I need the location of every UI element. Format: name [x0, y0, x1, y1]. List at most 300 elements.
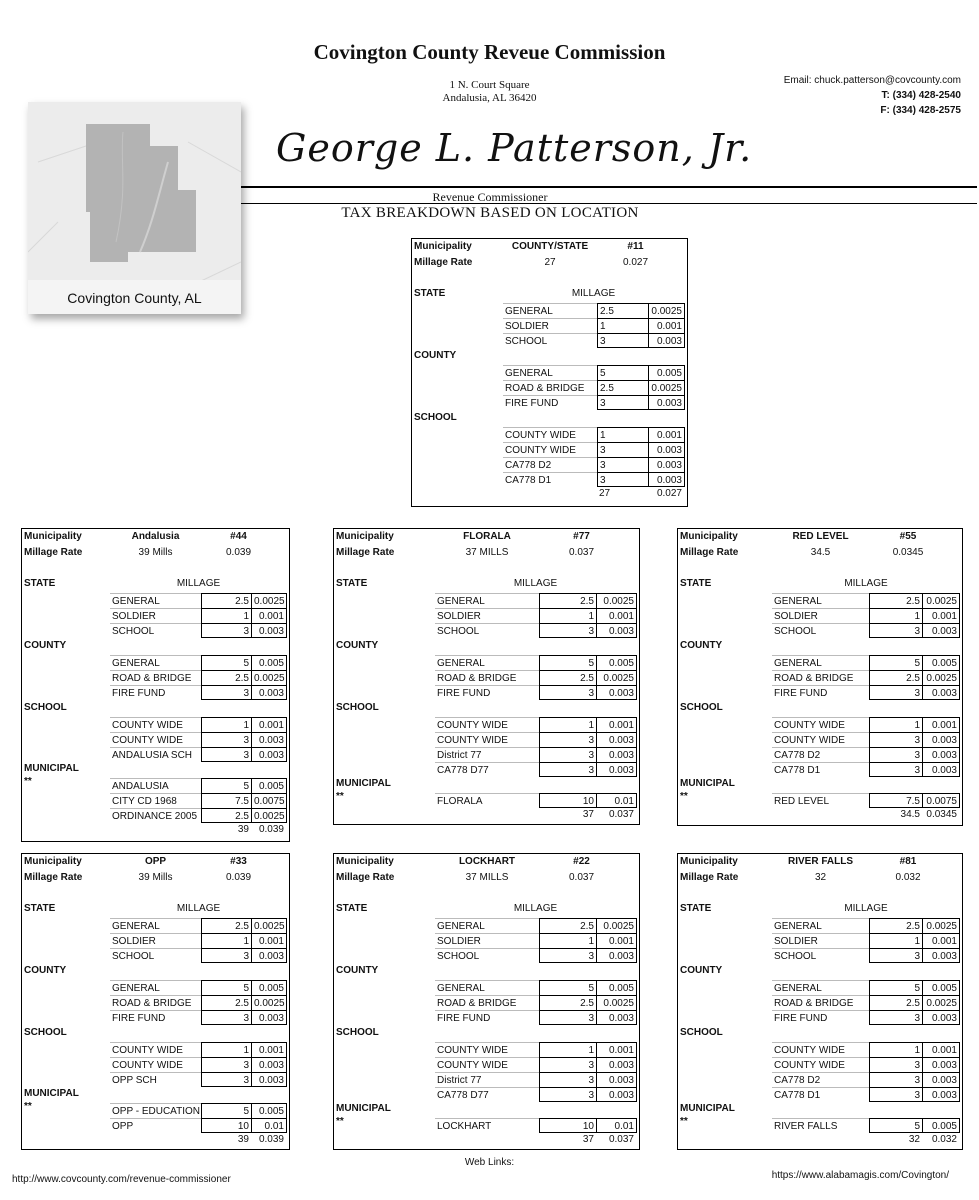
rule-top — [241, 186, 977, 188]
section-municipal: MUNICIPAL — [336, 778, 391, 789]
tax-item-rate: 0.003 — [597, 1072, 637, 1087]
section-county: COUNTY — [414, 350, 457, 361]
millage-rate-label: Millage Rate — [680, 872, 739, 883]
millage-rate-decimal: 0.039 — [225, 547, 252, 558]
municipal-stars: ** — [336, 791, 344, 802]
municipality-label: Municipality — [414, 241, 472, 252]
millage-rate-label: Millage Rate — [24, 872, 83, 883]
tax-item-mills: 1 — [869, 608, 923, 623]
total-mills: 27 — [599, 488, 611, 499]
link-alabama-gis[interactable]: https://www.alabamagis.com/Covington/ — [771, 1170, 949, 1181]
tax-item-mills: 3 — [201, 1072, 252, 1087]
county-map-graphic — [28, 102, 241, 314]
municipality-number: #55 — [899, 531, 917, 542]
tax-item-label: ROAD & BRIDGE — [110, 995, 201, 1010]
section-municipal: MUNICIPAL — [24, 1088, 79, 1099]
millage-rate-decimal: 0.039 — [225, 872, 252, 883]
tax-item-mills: 2.5 — [539, 995, 597, 1010]
municipality-label: Municipality — [680, 531, 738, 542]
section-state: STATE — [336, 578, 368, 589]
tax-item-mills: 5 — [869, 655, 923, 670]
tax-item-rate: 0.001 — [923, 608, 960, 623]
tax-item-mills: 3 — [597, 333, 649, 348]
tax-item-rate: 0.005 — [923, 980, 960, 995]
municipality-label: Municipality — [336, 856, 394, 867]
millage-rate-mills: 39 Mills — [138, 547, 173, 558]
tax-item-label: ROAD & BRIDGE — [110, 670, 201, 685]
tax-item-label: GENERAL — [435, 655, 539, 670]
tax-item-label: FIRE FUND — [110, 685, 201, 700]
tax-item-rate: 0.003 — [923, 685, 960, 700]
tax-item-label: SCHOOL — [772, 623, 869, 638]
tax-item-label: ORDINANCE 2005 — [110, 808, 201, 823]
tax-item-label: GENERAL — [503, 303, 597, 318]
tax-item-label: FIRE FUND — [435, 685, 539, 700]
tax-item-rate: 0.001 — [923, 1042, 960, 1057]
tax-item-mills: 2.5 — [201, 995, 252, 1010]
total-rate: 0.0345 — [926, 809, 957, 820]
tax-row — [22, 670, 289, 685]
total-rate: 0.037 — [608, 1134, 634, 1145]
tax-row — [412, 472, 687, 487]
tax-row — [678, 980, 962, 995]
tax-item-mills: 1 — [539, 933, 597, 948]
tax-item-mills: 3 — [597, 472, 649, 487]
tax-row — [412, 303, 687, 318]
municipality-name: RIVER FALLS — [787, 856, 853, 867]
tax-row — [22, 793, 289, 808]
millage-column-header: MILLAGE — [513, 903, 558, 914]
tax-row — [334, 1087, 639, 1102]
tax-item-label: SCHOOL — [435, 623, 539, 638]
tax-item-rate: 0.0025 — [597, 995, 637, 1010]
tax-item-rate: 0.005 — [597, 980, 637, 995]
tax-table — [677, 853, 963, 1150]
section-county: COUNTY — [336, 965, 379, 976]
tax-item-mills: 3 — [869, 747, 923, 762]
tax-row — [678, 762, 962, 777]
tax-item-rate: 0.001 — [923, 717, 960, 732]
tax-item-rate: 0.003 — [649, 457, 685, 472]
municipality-name: Andalusia — [131, 531, 180, 542]
millage-rate-mills: 32 — [814, 872, 827, 883]
tax-item-mills: 5 — [539, 655, 597, 670]
tax-item-label: SOLDIER — [772, 933, 869, 948]
tax-item-label: FLORALA — [435, 793, 539, 808]
municipality-number: #22 — [573, 856, 590, 867]
tax-item-label: RED LEVEL — [772, 793, 869, 808]
tax-item-label: SOLDIER — [110, 933, 201, 948]
tax-row — [22, 593, 289, 608]
tax-item-rate: 0.0075 — [923, 793, 960, 808]
tax-row — [334, 793, 639, 808]
municipal-stars: ** — [24, 776, 32, 787]
tax-item-label: ROAD & BRIDGE — [503, 380, 597, 395]
tax-item-mills: 3 — [869, 732, 923, 747]
tax-item-mills: 1 — [539, 717, 597, 732]
tax-item-rate: 0.005 — [923, 1118, 960, 1133]
tax-row — [678, 948, 962, 963]
total-row — [334, 1133, 639, 1147]
tax-item-rate: 0.001 — [252, 717, 287, 732]
total-rate: 0.039 — [258, 824, 284, 835]
tax-item-rate: 0.0025 — [923, 995, 960, 1010]
tax-item-mills: 3 — [869, 948, 923, 963]
section-state: STATE — [336, 903, 368, 914]
total-rate: 0.027 — [656, 488, 682, 499]
tax-table — [21, 528, 290, 842]
tax-item-mills: 1 — [201, 608, 252, 623]
tax-row — [412, 380, 687, 395]
section-school: SCHOOL — [24, 1027, 67, 1038]
tax-row — [334, 933, 639, 948]
link-revenue-commissioner[interactable]: http://www.covcounty.com/revenue-commissioner — [12, 1174, 231, 1185]
section-county: COUNTY — [24, 640, 67, 651]
millage-column-header: MILLAGE — [513, 578, 558, 589]
tax-item-mills: 2.5 — [201, 670, 252, 685]
tax-item-label: GENERAL — [110, 593, 201, 608]
tax-table — [333, 528, 640, 825]
tax-row — [334, 1118, 639, 1133]
municipality-name: OPP — [144, 856, 167, 867]
municipality-number: #81 — [899, 856, 917, 867]
tax-item-rate: 0.003 — [597, 685, 637, 700]
tax-row — [334, 593, 639, 608]
tax-item-rate: 0.003 — [252, 1010, 287, 1025]
tax-item-rate: 0.003 — [597, 1087, 637, 1102]
municipal-stars: ** — [336, 1116, 344, 1127]
tax-item-mills: 7.5 — [201, 793, 252, 808]
tax-row — [334, 918, 639, 933]
tax-row — [334, 717, 639, 732]
tax-item-label: ANDALUSIA — [110, 778, 201, 793]
tax-item-label: FIRE FUND — [435, 1010, 539, 1025]
tax-row — [22, 608, 289, 623]
municipality-label: Municipality — [24, 856, 82, 867]
tax-item-rate: 0.003 — [252, 623, 287, 638]
tax-item-rate: 0.0025 — [923, 593, 960, 608]
tax-item-rate: 0.0025 — [252, 918, 287, 933]
tax-item-mills: 1 — [539, 1042, 597, 1057]
tax-item-mills: 3 — [201, 747, 252, 762]
section-state: STATE — [24, 578, 56, 589]
subtitle: Revenue Commissioner — [432, 190, 548, 204]
total-mills: 39 — [237, 1134, 249, 1145]
tax-item-label: FIRE FUND — [772, 685, 869, 700]
tax-item-mills: 3 — [539, 732, 597, 747]
tax-row — [678, 717, 962, 732]
tax-table — [677, 528, 963, 826]
tax-item-mills: 3 — [597, 395, 649, 410]
tax-item-rate: 0.001 — [252, 1042, 287, 1057]
tax-item-label: COUNTY WIDE — [435, 1042, 539, 1057]
tax-item-rate: 0.001 — [649, 427, 685, 442]
tax-row — [22, 933, 289, 948]
tax-item-label: OPP - EDUCATION — [110, 1103, 201, 1118]
tax-item-label: GENERAL — [110, 918, 201, 933]
tax-row — [678, 1010, 962, 1025]
total-mills: 37 — [582, 1134, 594, 1145]
total-rate: 0.032 — [931, 1134, 957, 1145]
tax-item-rate: 0.003 — [649, 395, 685, 410]
tax-item-label: COUNTY WIDE — [110, 1057, 201, 1072]
tax-row — [678, 608, 962, 623]
tax-item-mills: 3 — [201, 948, 252, 963]
tax-item-label: GENERAL — [435, 980, 539, 995]
section-heading: TAX BREAKDOWN BASED ON LOCATION — [341, 205, 639, 221]
tax-item-label: COUNTY WIDE — [772, 732, 869, 747]
contact-phone: T: (334) 428-2540 — [881, 90, 961, 101]
tax-row — [412, 365, 687, 380]
tax-row — [22, 948, 289, 963]
tax-row — [412, 457, 687, 472]
tax-row — [22, 1103, 289, 1118]
tax-item-rate: 0.0025 — [597, 593, 637, 608]
tax-row — [334, 1072, 639, 1087]
millage-rate-decimal: 0.037 — [568, 547, 595, 558]
municipality-number: #44 — [230, 531, 247, 542]
total-row — [334, 808, 639, 822]
tax-row — [412, 333, 687, 348]
tax-item-mills: 3 — [539, 1072, 597, 1087]
tax-item-mills: 10 — [539, 793, 597, 808]
tax-item-rate: 0.003 — [597, 623, 637, 638]
tax-item-label: ROAD & BRIDGE — [435, 995, 539, 1010]
tax-row — [22, 1072, 289, 1087]
total-rate: 0.039 — [258, 1134, 284, 1145]
tax-item-label: ROAD & BRIDGE — [435, 670, 539, 685]
section-state: STATE — [680, 903, 712, 914]
tax-row — [22, 1042, 289, 1057]
section-county: COUNTY — [680, 965, 723, 976]
municipal-stars: ** — [680, 791, 688, 802]
tax-row — [678, 1042, 962, 1057]
millage-column-header: MILLAGE — [176, 903, 221, 914]
municipality-number: #11 — [627, 241, 644, 252]
tax-item-label: GENERAL — [435, 593, 539, 608]
tax-item-rate: 0.001 — [597, 608, 637, 623]
tax-item-mills: 2.5 — [539, 918, 597, 933]
tax-item-rate: 0.0025 — [923, 918, 960, 933]
tax-row — [678, 1087, 962, 1102]
tax-item-rate: 0.003 — [923, 1010, 960, 1025]
tax-item-mills: 3 — [201, 685, 252, 700]
tax-item-mills: 5 — [539, 980, 597, 995]
tax-item-rate: 0.003 — [252, 1057, 287, 1072]
tax-item-rate: 0.0075 — [252, 793, 287, 808]
tax-item-rate: 0.003 — [923, 1057, 960, 1072]
tax-item-label: COUNTY WIDE — [503, 442, 597, 457]
tax-item-rate: 0.003 — [597, 1057, 637, 1072]
tax-row — [334, 747, 639, 762]
tax-item-rate: 0.005 — [597, 655, 637, 670]
tax-item-label: OPP SCH — [110, 1072, 201, 1087]
tax-item-rate: 0.001 — [597, 1042, 637, 1057]
tax-item-label: COUNTY WIDE — [772, 1057, 869, 1072]
tax-item-label: COUNTY WIDE — [110, 732, 201, 747]
total-mills: 37 — [582, 809, 594, 820]
municipality-label: Municipality — [680, 856, 738, 867]
tax-item-mills: 2.5 — [539, 670, 597, 685]
tax-row — [334, 980, 639, 995]
tax-item-rate: 0.0025 — [923, 670, 960, 685]
tax-row — [678, 1057, 962, 1072]
tax-item-mills: 7.5 — [869, 793, 923, 808]
tax-row — [412, 442, 687, 457]
section-municipal: MUNICIPAL — [680, 778, 735, 789]
millage-rate-mills: 37 MILLS — [465, 872, 509, 883]
tax-item-rate: 0.003 — [597, 747, 637, 762]
tax-row — [334, 995, 639, 1010]
tax-item-rate: 0.003 — [923, 948, 960, 963]
tax-item-mills: 1 — [201, 717, 252, 732]
tax-item-rate: 0.005 — [252, 655, 287, 670]
tax-row — [678, 747, 962, 762]
tax-item-mills: 2.5 — [869, 670, 923, 685]
section-school: SCHOOL — [24, 702, 67, 713]
tax-item-mills: 3 — [201, 1010, 252, 1025]
tax-item-mills: 3 — [869, 623, 923, 638]
tax-item-rate: 0.003 — [252, 747, 287, 762]
tax-item-rate: 0.003 — [252, 1072, 287, 1087]
tax-item-rate: 0.01 — [597, 1118, 637, 1133]
tax-item-label: GENERAL — [772, 918, 869, 933]
tax-item-mills: 3 — [201, 623, 252, 638]
section-state: STATE — [680, 578, 712, 589]
tax-item-mills: 3 — [597, 442, 649, 457]
tax-item-label: CA778 D2 — [772, 1072, 869, 1087]
tax-item-mills: 2.5 — [597, 380, 649, 395]
section-school: SCHOOL — [414, 412, 457, 423]
municipality-number: #77 — [573, 531, 590, 542]
municipal-stars: ** — [24, 1101, 32, 1112]
municipality-name: COUNTY/STATE — [511, 241, 589, 252]
tax-item-mills: 2.5 — [597, 303, 649, 318]
tax-item-rate: 0.0025 — [649, 380, 685, 395]
tax-item-mills: 3 — [539, 747, 597, 762]
tax-row — [334, 685, 639, 700]
tax-item-label: COUNTY WIDE — [435, 717, 539, 732]
contact-email: Email: chuck.patterson@covcounty.com — [783, 75, 961, 86]
county-map — [28, 102, 241, 314]
signature: George L. Patterson, Jr. — [276, 126, 753, 170]
address-line-2: Andalusia, AL 36420 — [442, 92, 537, 104]
tax-item-label: CA778 D1 — [772, 762, 869, 777]
tax-item-rate: 0.0025 — [252, 670, 287, 685]
millage-rate-label: Millage Rate — [680, 547, 739, 558]
tax-item-label: SOLDIER — [110, 608, 201, 623]
tax-row — [678, 933, 962, 948]
tax-table — [411, 238, 688, 507]
section-municipal: MUNICIPAL — [680, 1103, 735, 1114]
address-line-1: 1 N. Court Square — [449, 79, 530, 91]
tax-row — [678, 793, 962, 808]
tax-item-rate: 0.003 — [923, 623, 960, 638]
millage-rate-mills: 39 Mills — [138, 872, 173, 883]
tax-item-rate: 0.003 — [252, 732, 287, 747]
tax-item-mills: 5 — [869, 980, 923, 995]
total-row — [412, 487, 687, 501]
millage-rate-decimal: 0.032 — [895, 872, 921, 883]
municipality-label: Municipality — [336, 531, 394, 542]
tax-item-label: FIRE FUND — [772, 1010, 869, 1025]
tax-item-label: SCHOOL — [503, 333, 597, 348]
millage-rate-decimal: 0.0345 — [892, 547, 924, 558]
millage-column-header: MILLAGE — [176, 578, 221, 589]
tax-item-label: COUNTY WIDE — [435, 732, 539, 747]
tax-item-rate: 0.003 — [597, 762, 637, 777]
tax-item-rate: 0.001 — [252, 608, 287, 623]
tax-item-label: SOLDIER — [435, 933, 539, 948]
tax-item-rate: 0.01 — [597, 793, 637, 808]
tax-item-mills: 3 — [539, 623, 597, 638]
tax-item-rate: 0.003 — [649, 333, 685, 348]
tax-row — [678, 918, 962, 933]
tax-item-mills: 5 — [201, 980, 252, 995]
section-county: COUNTY — [24, 965, 67, 976]
tax-item-rate: 0.0025 — [649, 303, 685, 318]
tax-item-label: OPP — [110, 1118, 201, 1133]
tax-item-mills: 3 — [597, 457, 649, 472]
tax-item-mills: 3 — [201, 732, 252, 747]
contact-block — [784, 73, 961, 118]
tax-item-rate: 0.001 — [597, 933, 637, 948]
tax-item-mills: 1 — [597, 427, 649, 442]
millage-rate-mills: 34.5 — [810, 547, 831, 558]
tax-item-rate: 0.0025 — [597, 670, 637, 685]
section-state: STATE — [24, 903, 56, 914]
tax-item-label: SCHOOL — [110, 623, 201, 638]
tax-row — [22, 778, 289, 793]
tax-item-label: SCHOOL — [772, 948, 869, 963]
tax-item-mills: 10 — [539, 1118, 597, 1133]
tax-row — [22, 655, 289, 670]
tax-item-mills: 2.5 — [869, 593, 923, 608]
tax-item-label: COUNTY WIDE — [503, 427, 597, 442]
tax-row — [678, 593, 962, 608]
tax-item-mills: 5 — [597, 365, 649, 380]
tax-item-mills: 1 — [869, 1042, 923, 1057]
tax-item-rate: 0.003 — [252, 948, 287, 963]
tax-item-rate: 0.001 — [597, 717, 637, 732]
tax-item-label: GENERAL — [772, 980, 869, 995]
tax-item-label: COUNTY WIDE — [110, 1042, 201, 1057]
tax-item-label: CA778 D77 — [435, 1087, 539, 1102]
total-rate: 0.037 — [608, 809, 634, 820]
tax-item-rate: 0.001 — [923, 933, 960, 948]
tax-row — [22, 747, 289, 762]
section-county: COUNTY — [680, 640, 723, 651]
municipality-name: LOCKHART — [458, 856, 516, 867]
tax-item-mills: 1 — [597, 318, 649, 333]
tax-item-label: ROAD & BRIDGE — [772, 670, 869, 685]
millage-rate-label: Millage Rate — [336, 872, 395, 883]
tax-item-mills: 1 — [201, 933, 252, 948]
contact-fax: F: (334) 428-2575 — [880, 105, 961, 116]
tax-item-label: CA778 D1 — [772, 1087, 869, 1102]
tax-item-mills: 2.5 — [201, 593, 252, 608]
tax-row — [678, 1118, 962, 1133]
millage-rate-mills: 27 — [544, 257, 556, 268]
tax-row — [22, 1010, 289, 1025]
tax-item-mills: 3 — [869, 685, 923, 700]
tax-item-rate: 0.003 — [923, 732, 960, 747]
tax-item-mills: 3 — [869, 1010, 923, 1025]
tax-item-rate: 0.0025 — [252, 808, 287, 823]
tax-row — [678, 623, 962, 638]
tax-item-rate: 0.005 — [252, 778, 287, 793]
tax-row — [334, 623, 639, 638]
